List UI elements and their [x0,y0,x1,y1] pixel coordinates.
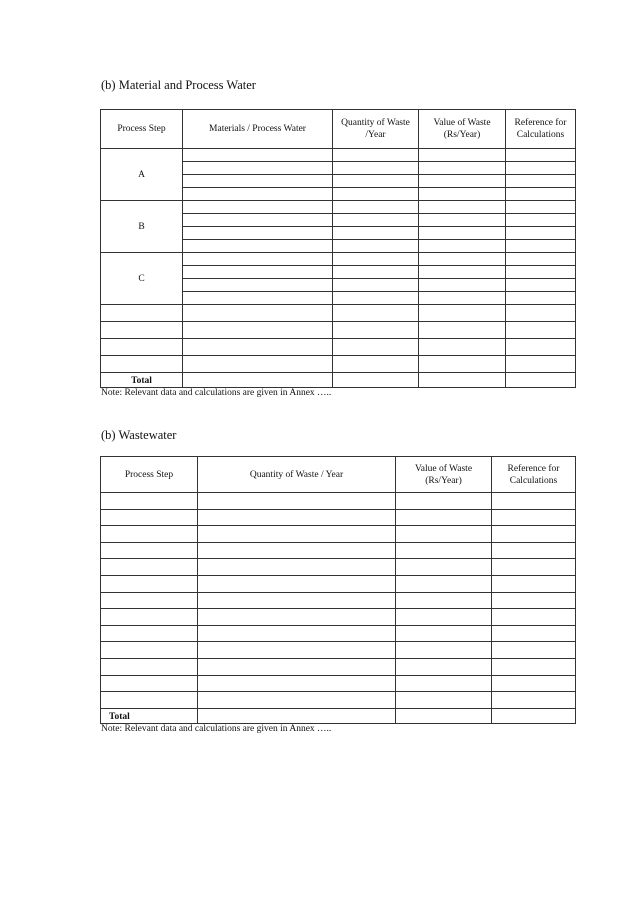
table-cell [333,201,419,214]
table-cell [198,542,396,559]
table-cell [506,227,576,240]
table-cell [492,658,576,675]
table-row [101,493,576,510]
table-cell [506,266,576,279]
table-cell [419,253,506,266]
table-cell [183,227,333,240]
table-cell [198,692,396,709]
table-cell [333,266,419,279]
table-cell [183,292,333,305]
table-cell [183,162,333,175]
wastewater-table [100,456,576,724]
table-cell [183,339,333,356]
table-cell [396,526,492,543]
table-cell [492,575,576,592]
table-cell [506,322,576,339]
table-row [101,509,576,526]
table-cell [396,625,492,642]
table-cell [419,279,506,292]
table-cell [506,339,576,356]
table-cell [506,373,576,388]
table-cell [419,305,506,322]
total-label: Total [101,708,198,723]
table-cell [198,559,396,576]
table-cell [396,658,492,675]
table-cell [396,509,492,526]
table-cell [198,575,396,592]
column-header: Reference for Calculations [506,110,576,149]
table-row [101,642,576,659]
table-cell [183,149,333,162]
table-cell [333,305,419,322]
table-cell [396,542,492,559]
table-row [101,675,576,692]
table-cell [492,625,576,642]
table-cell [492,675,576,692]
table-cell [333,227,419,240]
section-heading-wastewater: (b) Wastewater [101,428,177,442]
material-process-water-table [100,109,576,388]
table-cell [101,356,183,373]
table-row [101,658,576,675]
column-header: Value of Waste (Rs/Year) [419,110,506,149]
table-cell [333,149,419,162]
table-cell [492,509,576,526]
table-cell [492,592,576,609]
table-cell [333,373,419,388]
table-cell [419,175,506,188]
table-cell [396,575,492,592]
table-cell [506,175,576,188]
table-cell [506,162,576,175]
table-cell [333,240,419,253]
table-cell [101,675,198,692]
table-cell [101,658,198,675]
table-row [101,322,576,339]
table-cell [183,240,333,253]
table-row [101,149,576,162]
table-row [101,305,576,322]
column-header: Process Step [101,110,183,149]
table-cell [333,292,419,305]
table-cell [396,692,492,709]
table-cell [396,675,492,692]
table-cell [183,305,333,322]
table-cell [396,592,492,609]
column-header: Materials / Process Water [183,110,333,149]
table-cell [333,162,419,175]
table-cell [101,625,198,642]
table-cell [396,642,492,659]
table-cell [198,708,396,723]
table-cell [419,240,506,253]
table-cell [333,253,419,266]
table-row [101,201,576,214]
table-cell [506,253,576,266]
table-cell [183,175,333,188]
column-header: Value of Waste (Rs/Year) [396,457,492,493]
table-cell [101,575,198,592]
section-heading-material-water: (b) Material and Process Water [101,78,256,92]
column-header: Reference for Calculations [492,457,576,493]
table-row [101,373,576,388]
table-row [101,542,576,559]
table-cell [198,609,396,626]
table-note: Note: Relevant data and calculations are given in Annex ….. [101,724,332,734]
table-cell [333,356,419,373]
table-cell [492,526,576,543]
table-cell [183,201,333,214]
table-row [101,559,576,576]
table-header-row [101,457,576,493]
table-row [101,253,576,266]
table-cell [419,356,506,373]
process-step-label: A [101,149,183,201]
table-cell [183,322,333,339]
table-row [101,526,576,543]
table-cell [419,339,506,356]
table-cell [101,559,198,576]
table-cell [183,356,333,373]
table-cell [183,279,333,292]
table-cell [198,658,396,675]
table-cell [333,214,419,227]
table-cell [506,240,576,253]
table-row [101,692,576,709]
table-cell [183,266,333,279]
table-note: Note: Relevant data and calculations are given in Annex ….. [101,388,332,398]
table-row [101,575,576,592]
process-step-label: B [101,201,183,253]
table-cell [506,214,576,227]
table-cell [419,322,506,339]
table-cell [506,149,576,162]
table-cell [333,175,419,188]
table-cell [419,188,506,201]
table-cell [506,188,576,201]
table-cell [492,609,576,626]
total-label: Total [101,373,183,388]
table-cell [333,322,419,339]
table-cell [419,149,506,162]
table-cell [492,559,576,576]
column-header: Quantity of Waste / Year [198,457,396,493]
table-header-row [101,110,576,149]
table-cell [198,526,396,543]
table-cell [183,253,333,266]
table-cell [101,542,198,559]
table-row [101,708,576,723]
table-cell [419,373,506,388]
table-cell [333,279,419,292]
table-cell [396,559,492,576]
process-step-label: C [101,253,183,305]
table-cell [396,609,492,626]
table-cell [101,509,198,526]
table-cell [183,214,333,227]
table-cell [506,201,576,214]
table-cell [198,509,396,526]
table-cell [396,708,492,723]
table-cell [101,526,198,543]
table-cell [492,542,576,559]
table-cell [198,675,396,692]
table-cell [101,305,183,322]
table-cell [506,292,576,305]
table-cell [492,493,576,510]
table-row [101,339,576,356]
table-cell [333,188,419,201]
table-cell [198,642,396,659]
table-row [101,609,576,626]
table-cell [198,592,396,609]
table-cell [101,592,198,609]
table-cell [506,356,576,373]
table-cell [183,373,333,388]
table-cell [492,692,576,709]
table-cell [101,493,198,510]
table-cell [419,227,506,240]
column-header: Process Step [101,457,198,493]
table-cell [101,692,198,709]
table-cell [506,305,576,322]
table-cell [198,493,396,510]
table-cell [101,642,198,659]
table-cell [333,339,419,356]
table-cell [101,322,183,339]
table-cell [506,279,576,292]
table-cell [419,201,506,214]
table-cell [419,214,506,227]
table-cell [183,188,333,201]
table-cell [198,625,396,642]
column-header: Quantity of Waste /Year [333,110,419,149]
table-cell [101,339,183,356]
table-row [101,625,576,642]
table-cell [419,162,506,175]
table-cell [419,292,506,305]
table-row [101,356,576,373]
table-row [101,592,576,609]
table-cell [419,266,506,279]
table-cell [492,708,576,723]
table-cell [396,493,492,510]
table-cell [492,642,576,659]
table-cell [101,609,198,626]
